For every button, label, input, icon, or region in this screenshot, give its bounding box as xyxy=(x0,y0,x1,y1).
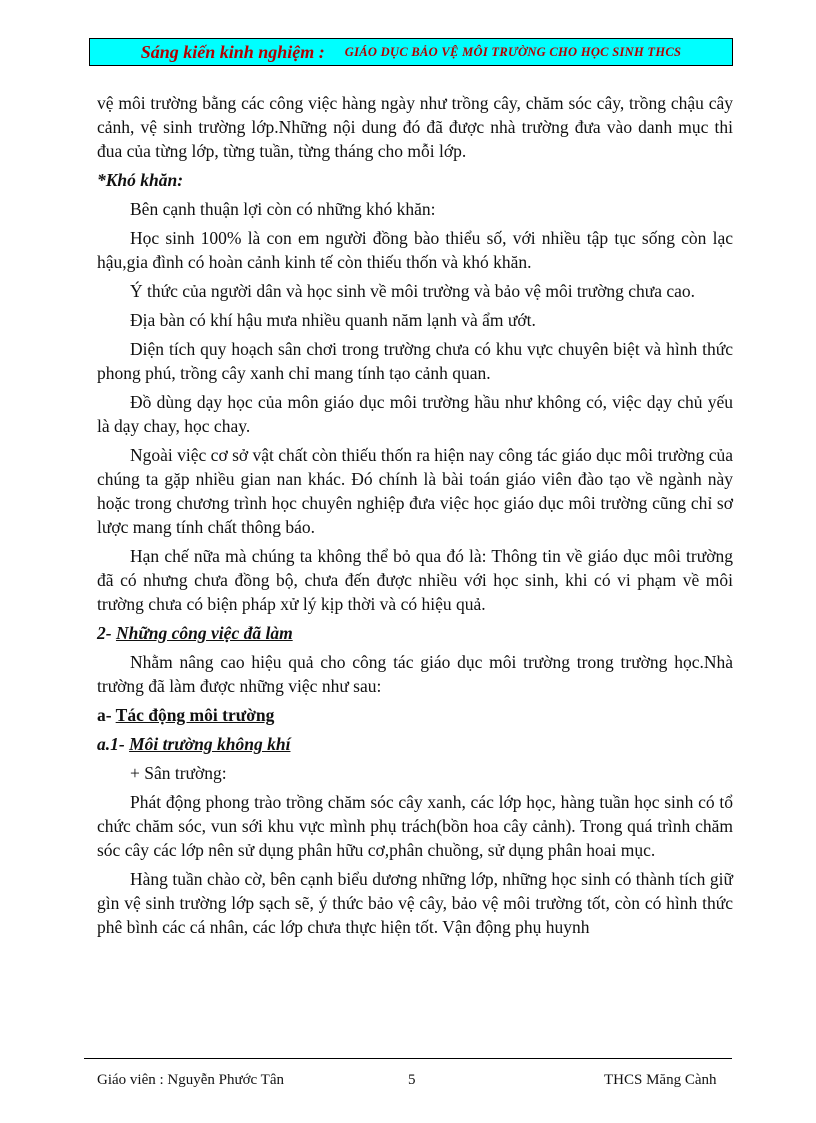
footer-school: THCS Măng Cành xyxy=(604,1072,717,1088)
paragraph-san-truong: + Sân trường: xyxy=(130,763,227,783)
paragraph-kho-khan-2: Học sinh 100% là con em người đồng bào thiểu số, với nhiều tập tục sống còn lạc hậu,gia đình có hoàn cảnh kinh tế còn thiếu thốn và khó khăn. xyxy=(97,228,733,272)
paragraph-intro: vệ môi trường bằng các công việc hàng ngày như trồng cây, chăm sóc cây, trồng chậu cây cảnh, vệ sinh trường lớp.Những nội dung đó đã được nhà trường đưa vào danh mục thi đua của từng lớp, từng tuần, từng tháng cho mỗi lớp. xyxy=(97,93,733,161)
heading-section-a1-text: Môi trường không khí xyxy=(129,734,291,754)
paragraph-kho-khan-3: Ý thức của người dân và học sinh về môi trường và bảo vệ môi trường chưa cao. xyxy=(130,281,696,301)
header-title: Sáng kiến kinh nghiệm : xyxy=(140,41,325,62)
paragraph-kho-khan-6: Đồ dùng dạy học của môn giáo dục môi trường hầu như không có, việc dạy chủ yếu là dạy chay, học chay. xyxy=(97,392,733,436)
heading-section-a1 xyxy=(97,732,733,756)
heading-section-a-text: Tác động môi trường xyxy=(115,705,275,725)
paragraph-kho-khan-8: Hạn chế nữa mà chúng ta không thể bỏ qua đó là: Thông tin về giáo dục môi trường đã có nhưng chưa đồng bộ, chưa đến được nhiều với học sinh, khi có vi phạm về môi trường chưa có biện pháp xử lý kịp thời và có hiệu quả. xyxy=(97,546,733,614)
heading-section-a xyxy=(97,703,733,727)
paragraph-a1-2: Hàng tuần chào cờ, bên cạnh biểu dương những lớp, những học sinh có thành tích giữ gìn vệ sinh trường lớp sạch sẽ, ý thức bảo vệ cây, bảo vệ môi trường tốt, còn có hình thức phê bình các cá nhân, các lớp chưa thực hiện tốt. Vận động phụ huynh xyxy=(97,869,733,937)
heading-section-a1-number: a.1- xyxy=(97,734,130,754)
paragraph-kho-khan-1: Bên cạnh thuận lợi còn có những khó khăn: xyxy=(130,199,436,219)
page-header xyxy=(89,38,733,66)
heading-kho-khan: *Khó khăn: xyxy=(97,170,184,190)
paragraph-a1-1: Phát động phong trào trồng chăm sóc cây xanh, các lớp học, hàng tuần học sinh có tổ chức chăm sóc, vun sới khu vực mình phụ trách(bồn hoa cây cảnh). Trong quá trình chăm sóc cây các lớp nên sử dụng phân hữu cơ,phân chuồng, sử dụng phân hoai mục. xyxy=(97,792,733,860)
heading-section-a-number: a- xyxy=(97,705,116,725)
heading-section-2-text: Những công việc đã làm xyxy=(115,623,293,643)
header-subtitle: GIÁO DỤC BẢO VỆ MÔI TRƯỜNG CHO HỌC SINH THCS xyxy=(344,44,682,59)
document-body xyxy=(97,91,733,944)
footer-teacher: Giáo viên : Nguyễn Phước Tân xyxy=(97,1072,285,1088)
footer-divider xyxy=(84,1058,732,1059)
paragraph-kho-khan-7: Ngoài việc cơ sở vật chất còn thiếu thốn ra hiện nay công tác giáo dục môi trường của chúng ta gặp nhiều gian nan khác. Đó chính là bài toán giáo viên đào tạo về ngành này hoặc trong chương trình học chuyên nghiệp đưa việc học giáo dục môi trường cũng chỉ sơ lược mang tính chất thông báo. xyxy=(97,445,733,537)
heading-section-2-number: 2- xyxy=(97,623,116,643)
heading-section-2 xyxy=(97,621,733,645)
footer-page-number: 5 xyxy=(408,1072,416,1088)
paragraph-section-2: Nhằm nâng cao hiệu quả cho công tác giáo dục môi trường trong trường học.Nhà trường đã làm được những việc như sau: xyxy=(97,652,733,696)
paragraph-kho-khan-5: Diện tích quy hoạch sân chơi trong trường chưa có khu vực chuyên biệt và hình thức phong phú, trồng cây xanh chỉ mang tính tạo cảnh quan. xyxy=(97,339,733,383)
paragraph-kho-khan-4: Địa bàn có khí hậu mưa nhiều quanh năm lạnh và ẩm ướt. xyxy=(130,310,536,330)
